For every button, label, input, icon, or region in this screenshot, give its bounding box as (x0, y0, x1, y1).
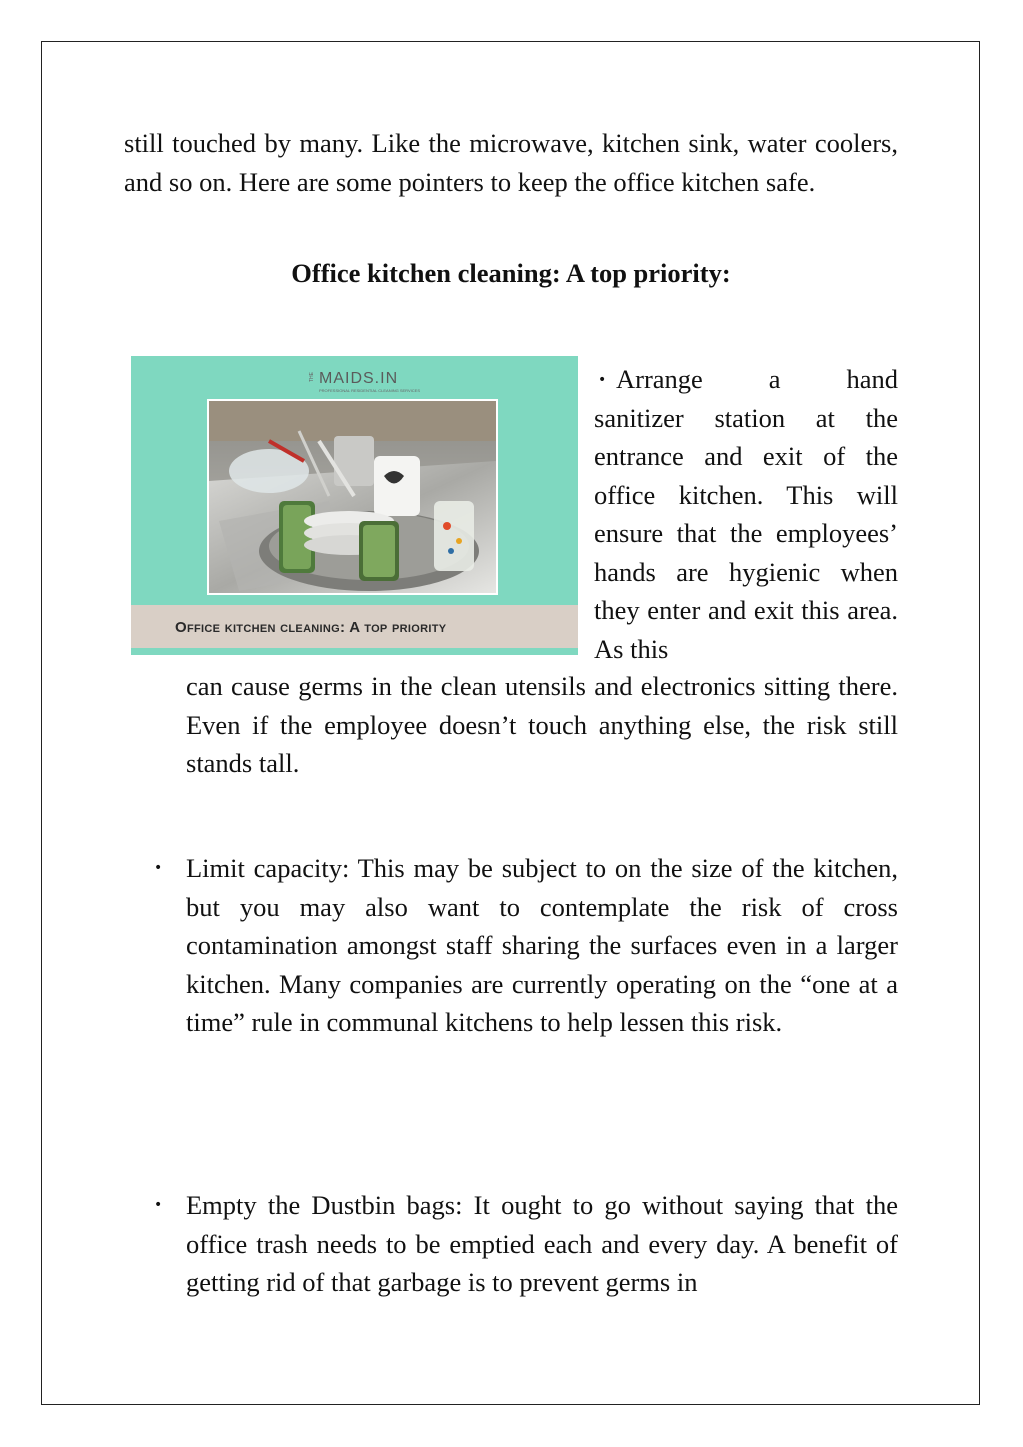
intro-paragraph: still touched by many. Like the microwave, kitchen sink, water coolers, and so on. Here are some pointers to keep the office kitchen safe. (124, 128, 898, 197)
bullet-1-wrapped-text (594, 360, 898, 668)
bullet-1-word: a (768, 364, 781, 394)
logo-text: MAIDS.IN (319, 370, 399, 387)
bullet-3-dot: • (154, 1197, 163, 1213)
caption-band (131, 605, 578, 648)
caption-foot-strip (131, 648, 578, 655)
logo-prefix: THE (309, 372, 315, 382)
bullet-2-text: Limit capacity: This may be subject to on the size of the kitchen, but you may also want to contemplate the risk of cross contamination amongst staff sharing the surfaces even in a larger kitchen. Many companies are currently operating on the “one at a time” rule in communal kitchens to help lessen this risk. (186, 853, 898, 1037)
kitchen-cleaning-image (131, 356, 578, 655)
bullet-3-text: Empty the Dustbin bags: It ought to go without saying that the office trash needs to be emptied each and every day. A benefit of getting rid of that garbage is to prevent germs in (186, 1190, 898, 1297)
bullet-1-continued-text: can cause germs in the clean utensils and electronics sitting there. Even if the employee doesn’t touch anything else, the risk still stands tall. (186, 671, 898, 778)
maids-logo (309, 370, 419, 400)
logo-tagline: PROFESSIONAL RESIDENTIAL CLEANING SERVICES (319, 388, 420, 393)
section-heading: Office kitchen cleaning: A top priority: (291, 258, 731, 288)
bullet-1-right-text: sanitizer station at the entrance and exit of the office kitchen. This will ensure that the employees’ hands are hygienic when they enter and exit this area. As this (594, 402, 898, 664)
bullet-1-word: hand (846, 364, 898, 394)
bullet-2-dot: • (154, 860, 163, 876)
bullet-1-dot: • (598, 372, 607, 388)
bullet-1-word: Arrange (616, 364, 703, 394)
bullet-1-first-line (594, 360, 898, 399)
image-caption: Office kitchen cleaning: A top priority (175, 619, 447, 636)
sink-photo (207, 399, 498, 595)
